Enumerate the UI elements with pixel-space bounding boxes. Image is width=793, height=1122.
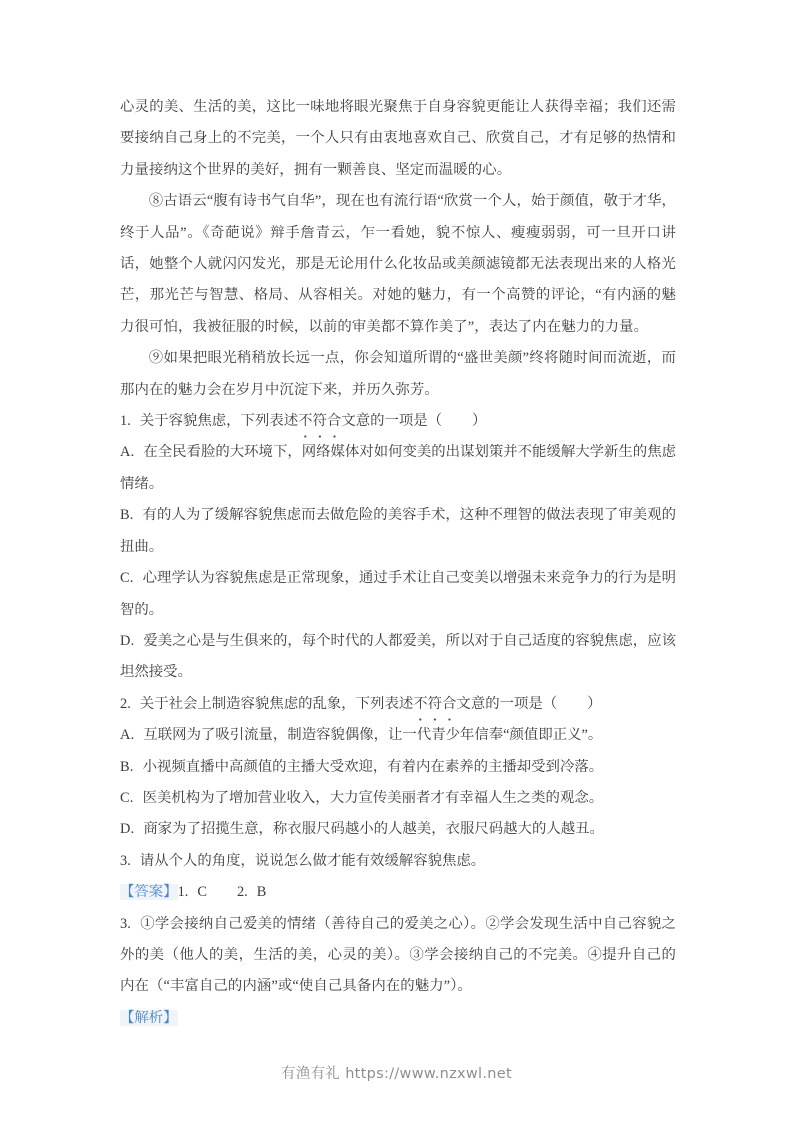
question-1-stem-before: 关于容貌焦虑，下列表述 (139, 413, 299, 430)
question-2-option-b[interactable] (120, 752, 676, 783)
question-2-option-d[interactable] (120, 814, 676, 845)
question-1-stem-after: 文意的一项是（ (341, 413, 443, 430)
option-text: 爱美之心是与生俱来的，每个时代的人都爱美，所以对于自己适度的容貌焦虑，应该坦然接受。 (120, 632, 676, 681)
option-text: 心理学认为容貌焦虑是正常现象，通过手术让自己变美以增强未来竞争力的行为是明智的。 (120, 570, 676, 618)
question-1-option-c[interactable] (120, 563, 676, 626)
answer-tag: 【答案】 (120, 884, 178, 901)
analysis-block (120, 1003, 676, 1034)
answer-3-block (120, 909, 676, 1003)
question-2-emphasis: 不符合 (413, 689, 456, 720)
answer-2-number: 2. (236, 884, 248, 901)
option-mark: A. (120, 727, 135, 744)
paragraph-9: ⑨如果把眼光稍稍放长远一点，你会知道所谓的“盛世美颜”终将随时间而流逝，而那内在的魅力会在岁月中沉淀下来，并历久弥芳。 (120, 350, 676, 398)
option-mark: C. (120, 570, 134, 587)
question-2-stem-before: 关于社会上制造容貌焦虑的乱象，下列表述 (139, 695, 414, 712)
option-mark: A. (120, 444, 135, 461)
option-text: 有的人为了缓解容貌焦虑而去做危险的美容手术，这种不理智的做法表现了审美观的扭曲。 (120, 507, 676, 555)
answer-block (120, 877, 676, 908)
question-3-number: 3. (120, 852, 131, 869)
watermark-url: https://www.nzxwl.net (345, 1066, 512, 1082)
option-text: 互联网为了吸引流量，制造容貌偶像，让一代青少年信奉“颜值即正义”。 (143, 727, 603, 744)
answer-3-number: 3. (120, 915, 131, 932)
question-1-stem (120, 406, 676, 437)
question-3-stem (120, 846, 676, 877)
analysis-tag: 【解析】 (120, 1009, 178, 1026)
answer-1-number: 1. (177, 884, 189, 901)
question-1-stem-close: ） (472, 413, 487, 430)
question-2-stem (120, 689, 676, 720)
answer-3-text: ①学会接纳自己爱美的情绪（善待自己的爱美之心）。②学会发现生活中自己容貌之外的美（他人的美，生活的美，心灵的美）。③学会接纳自己的不完美。④提升自己的内在（“丰富自己的内涵”或“使自己具备内在的魅力”）。 (120, 915, 676, 995)
question-2-number: 2. (120, 695, 131, 712)
answer-2-value: B (256, 884, 267, 901)
option-mark: D. (120, 821, 135, 838)
question-2-stem-after: 文意的一项是（ (456, 695, 558, 712)
option-text: 小视频直播中高颜值的主播大受欢迎，有着内在素养的主播却受到冷落。 (142, 758, 604, 775)
question-2-option-c[interactable] (120, 783, 676, 814)
question-3-stem-text: 请从个人的角度，说说怎么做才能有效缓解容貌焦虑。 (139, 852, 486, 869)
question-2-stem-close: ） (587, 695, 602, 712)
question-1-option-d[interactable] (120, 626, 676, 689)
question-1-number: 1. (120, 413, 131, 430)
paragraph-8: ⑧古语云“腹有诗书气自华”，现在也有流行语“欣赏一个人，始于颜值，敬于才华，终于人品”。《奇葩说》辩手詹青云，乍一看她，貌不惊人、瘦瘦弱弱，可一旦开口讲话，她整个人就闪闪发光，那是无论用什么化妆品或美颜滤镜都无法表现出来的人格光芒，那光芒与智慧、格局、从容相关。对她的魅力，有一个高赞的评论，“有内涵的魅力很可怕，我被征服的时候，以前的审美都不算作美了”，表达了内在魅力的力量。 (120, 193, 676, 335)
watermark-site-name: 有渔有礼 (280, 1066, 341, 1082)
option-text: 商家为了招揽生意，称衣服尺码越小的人越美，衣服尺码越大的人越丑。 (143, 821, 604, 838)
page-content (120, 92, 676, 1034)
answer-1-value: C (197, 884, 207, 901)
option-mark: B. (120, 507, 134, 524)
question-2-option-a[interactable] (120, 720, 676, 751)
option-text: 医美机构为了增加营业收入，大力宣传美丽者才有幸福人生之类的观念。 (142, 789, 604, 806)
option-mark: D. (120, 632, 135, 649)
option-mark: B. (120, 758, 134, 775)
question-1-emphasis: 不符合 (298, 406, 341, 437)
option-text: 在全民看脸的大环境下，网络媒体对如何变美的出谋划策并不能缓解大学新生的焦虑情绪。 (120, 444, 676, 492)
question-1-option-b[interactable] (120, 500, 676, 563)
question-1-option-a[interactable] (120, 437, 676, 500)
option-mark: C. (120, 789, 134, 806)
footer-watermark (0, 1062, 793, 1083)
paragraph-7-tail: 心灵的美、生活的美，这比一味地将眼光聚焦于自身容貌更能让人获得幸福；我们还需要接纳自己身上的不完美，一个人只有由衷地喜欢自己、欣赏自己，才有足够的热情和力量接纳这个世界的美好，拥有一颗善良、坚定而温暖的心。 (120, 99, 676, 178)
